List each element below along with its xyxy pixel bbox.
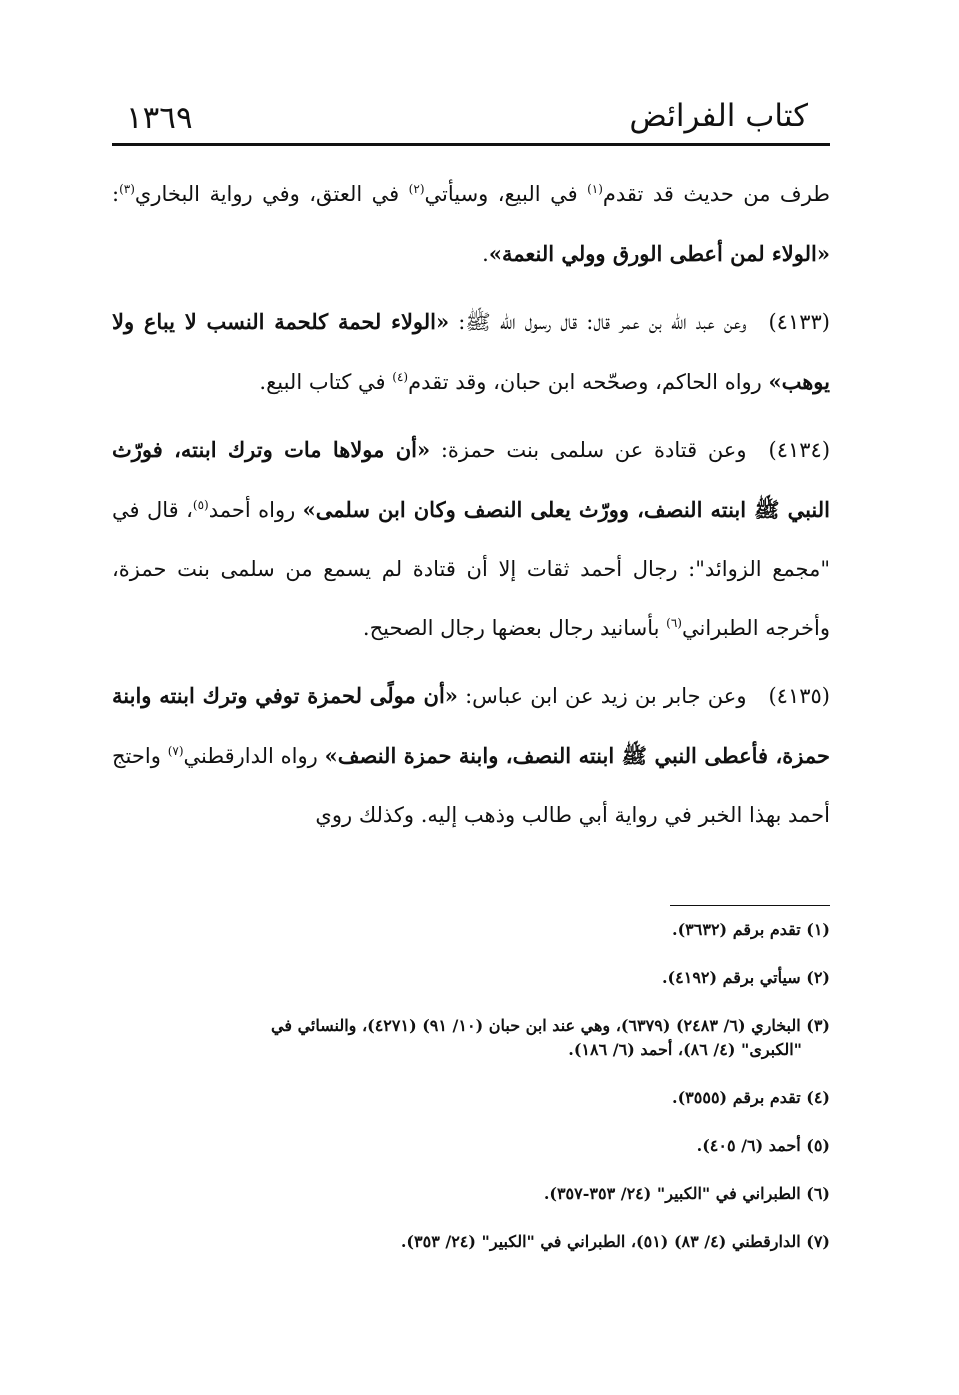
hadith-quote: «أن مولاها مات وترك ابنته، فورّث النبي ﷺ ابنته النصف، وورّث يعلى النصف وكان ابن سلمى» [112,437,830,522]
hadith-quote: «الولاء لمن أعطى الورق وولي النعمة» [488,241,830,266]
footnotes [112,918,830,1278]
hadith-quote: «الولاء لحمة كلحمة النسب لا يباع ولا يوهب» [112,309,830,394]
footnote-ref-4: (٤) [392,370,409,384]
text: رواه الحاكم، وصحّحه ابن حبان، وقد تقدم [408,370,769,394]
hadith-4135 [112,666,830,845]
text: واحتج أحمد بهذا الخبر في رواية أبي طالب وذهب إليه. وكذلك روي [112,744,830,827]
text: طرف من حديث قد تقدم [602,182,830,206]
page-number: ١٣٦٩ [126,100,193,136]
text: . [482,242,489,266]
text: : [112,182,120,206]
footnote-3-line-2: "الكبرى" (٤/ ٨٦)، أحمد (٦/ ١٨٦). [568,1040,802,1059]
text: رواه الدارقطني [183,744,325,768]
footnote-ref-2: (٢) [408,182,425,196]
footnote-3 [112,1014,830,1062]
page-header [112,88,830,148]
footnote-ref-5: (٥) [192,498,209,512]
hadith-number: (٤١٣٣) [768,310,830,334]
text: في كتاب البيع. [259,370,393,394]
footnote-5: (٥) أحمد (٦/ ٤٠٥). [696,1136,830,1155]
footnote-1: (١) تقدم برقم (٣٦٣٢). [672,920,830,939]
footnote-3-line-1: (٣) البخاري (٦/ ٢٤٨٣) (٦٣٧٩)، وهي عند ابن حبان (١٠/ ٩١) (٤٢٧١)، والنسائي في [271,1016,830,1035]
text: بأسانيد رجال بعضها رجال الصحيح. [362,616,667,640]
hadith-quote: «أن مولًى لحمزة توفي وترك ابنته وابنة حمزة، فأعطى النبي ﷺ ابنته النصف، وابنة حمزة النصف» [112,683,831,768]
header-rule [112,143,830,146]
book-title: كتاب الفرائض [629,98,808,134]
text: في العتق، وفي رواية البخاري [134,182,409,206]
hadith-number: (٤١٣٥) [768,684,830,708]
footnote-2: (٢) سيأتي برقم (٤١٩٢). [661,968,830,987]
footnote-ref-6: (٦) [666,616,682,630]
text: رواه أحمد [208,498,303,522]
footnote-7: (٧) الدارقطني (٤/ ٨٣) (٥١)، الطبراني في "الكبير" (٢٤/ ٣٥٣). [400,1232,830,1251]
footnote-6: (٦) الطبراني في "الكبير" (٢٤/ ٣٥٣-٣٥٧). [543,1184,830,1203]
footnote-4: (٤) تقدم برقم (٣٥٥٥). [672,1088,830,1107]
footnote-ref-3: (٣) [119,182,135,196]
footnote-ref-7: (٧) [167,744,184,758]
footnote-separator [670,905,830,906]
paragraph-continuation [112,165,830,284]
text: وعن قتادة عن سلمى بنت حمزة: [430,438,747,462]
footnote-ref-1: (١) [587,182,603,196]
text: في البيع، وسيأتي [424,182,588,206]
text: وعن عبد الله بن عمر قال: قال رسول الله ﷺ: [449,310,747,334]
hadith-number: (٤١٣٤) [768,438,831,462]
hadith-4133 [112,292,830,412]
text: ، قال في "مجمع الزوائد": رجال أحمد ثقات إلا أن قتادة لم يسمع من سلمى بنت حمزة، وأخرجه الطبراني [112,498,830,640]
hadith-4134 [112,420,830,658]
text: وعن جابر بن زيد عن ابن عباس: [457,684,747,708]
main-text [112,165,830,853]
